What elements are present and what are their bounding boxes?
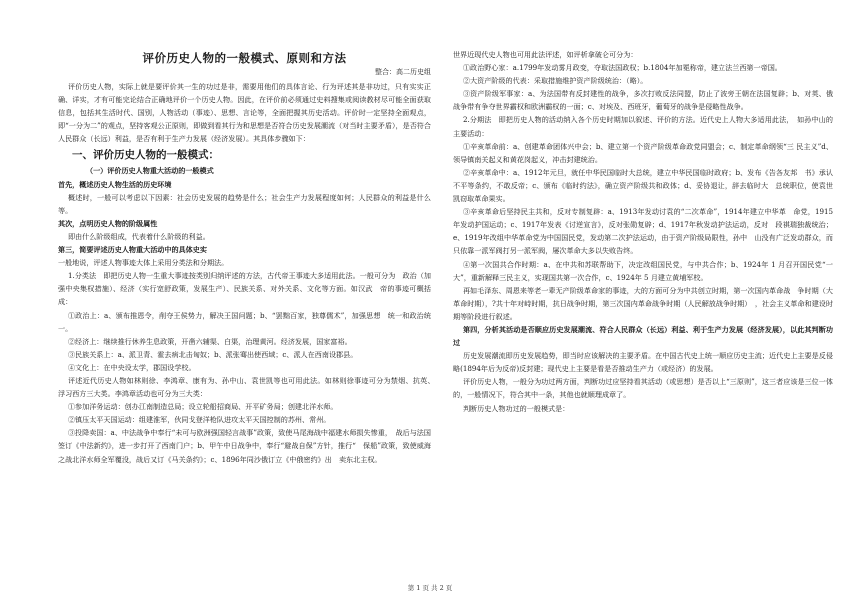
paragraph: ①辛亥革命前：a、创建革命团体兴中会；b、建立第一个资产阶级革命政党同盟会；c、制定革命纲领“三 民主义”d、领导镇南关起义和黄花岗起义，冲击封建统治。 (453, 141, 833, 164)
right-column (453, 48, 833, 415)
paragraph: ③资产阶级军事家：a、为法国带有反封建性的战争，多次打败反法同盟，防止了波旁王朝在法国复辟；b、对英、俄战争带有争夺世界霸权和欧洲霸权的一面；c、对埃及、西班牙，葡萄牙的战争是侵略性战争。 (453, 89, 833, 112)
paragraph: 1.分类法 即把历史人物一生重大事迹按类别归纳评述的方法，古代帝王事迹大多适用此法。一般可分为 政治（加强中央集权措施）、经济（实行宽舒政策，发展生产）、民族关系、对外关系、文化等方面。如汉武 帝的事迹可概括成： (58, 271, 431, 307)
paragraph: ③投降卖国：a、中法战争中奉行“未可与欧洲强国轻言战事”政策，致使马尾海战中福建水师损失惨重， 战后与法国签订《中法新约》，进一步打开了西南门户；b、甲午中日战争中，奉行“避战自保”方针，推行“ 保船”政策，致使威海之战北洋水师全军覆没，战后又订《马关条约》；c、1896年同沙俄订立《中俄密约》出 卖东北主权。 (58, 428, 431, 464)
paragraph: ③民族关系上：a、派卫青、霍去病北击匈奴；b、派张骞出使西域；c、派人在西南设郡县。 (67, 349, 358, 359)
paragraph: 历史发展潮流即历史发展趋势，即当时应该解决的主要矛盾。在中国古代史上统一顺应历史主流；近代史上主要是反侵略(1894年后为反帝)反封建；现代史上主要是看是否推动生产力（或经济）的发展。 (453, 351, 833, 374)
section-heading: （一）评价历史人物重大活动的一般模式 (86, 166, 214, 176)
paragraph: ①参加洋务运动：创办江南制造总局；设立轮船招商局、开平矿务局；创建北洋水师。 (67, 402, 338, 412)
left-column (58, 80, 439, 466)
section-heading: 第三，简要评述历史人物重大活动中的具体史实 (58, 245, 207, 255)
paragraph: 2.分期法 即把历史人物的活动纳入各个历史时期加以叙述、评价的方法。近代史上人物大多适用此法， 如孙中山的主要活动： (453, 115, 833, 138)
paragraph: 评价历史人物，一般分为功过两方面，判断功过应坚持看其活动（或思想）是否以上“三原则”，这三者应该是三位一体的，一般情况下，符合其中一条，其他也就顺理成章了。 (453, 377, 833, 400)
paragraph: 即由什么阶级组成，代表着什么阶级的利益。 (67, 231, 210, 241)
paragraph: 一般地说，评述人物事迹大体上采用分类法和分期法。 (58, 258, 229, 268)
paragraph: 评述近代历史人物如林则徐、李鸿章、康有为、孙中山、袁世凯等也可用此法。如林则徐事迹可分为禁烟、抗英、 浮习西方三大类。李鸿章活动也可分为三大类： (58, 375, 439, 399)
document-title: 评价历史人物的一般模式、原则和方法 (142, 51, 347, 65)
paragraph: ④文化上：在中央设太学，郡国设学校。 (67, 362, 196, 372)
paragraph: ②镇压太平天国运动：组建淮军，伙同戈登洋枪队进攻太平天国控制的苏州、常州。 (67, 415, 331, 425)
paragraph: ④第一次国共合作时期：a、在中共和苏联帮助下，决定改组国民党，与中共合作；b、1924年 1 月召开国民党“一大”，重新解释三民主义，实现国共第一次合作，c、1924年 5 月建立黄埔军校。 (453, 259, 833, 282)
paragraph: 世界近现代史人物也可用此法评述，如评析拿破仑可分为： (453, 50, 638, 59)
section-heading: 首先，概述历史人物生活的历史环境 (58, 179, 172, 189)
paragraph: ②经济上：继续推行休养生息政策，开凿六辅渠、白渠，治理黄河。经济发展，国家富裕。 (67, 336, 352, 346)
page-footer: 第 1 页 共 2 页 (407, 584, 453, 592)
paragraph: ①政治上：a、颁布推恩令，削夺王侯势力，解决王国问题；b、“罢黜百家，独尊儒术”，加强思想 统一和政治统一。 (58, 310, 431, 333)
paragraph: 概述时，一般可以考虑以下因素：社会历史发展的趋势是什么；社会生产力发展程度如何；人民群众的利益是什么等。 (58, 192, 431, 215)
paragraph: 再如毛泽东、周恩来等老一辈无产阶级革命家的事迹，大的方面可分为中共创立时期，第一次国内革命战 争时期（大革命时期），?共十年对峙时期，抗日战争时期，第三次国内革命战争时期（人民解放战争时期） ，社会主义革命和建设时期等阶段进行叙述。 (453, 285, 833, 321)
paragraph: ③辛亥革命后坚持民主共和，反对专制复辟：a、1913年发动讨袁的“二次革命”，1914年建立中华革 命党，1915年发动护国运动；c、1917年发表《讨逆宣言》，反对张勋复辟；d、1917年秋发动护法运动，反对 段祺瑞独裁统治；e、1919年改组中华革命党为中国国民党，发动第二次护法运动，由于资产阶级局限性，孙中 山没有广泛发动群众，而只依靠一派军阀打另一派军阀，屡次革命大多以失败告终。 (453, 207, 833, 256)
paragraph: ②大资产阶级的代表：采取措施维护资产阶级统治：（略）。 (462, 76, 648, 86)
paragraph: 判断历史人物功过的一般模式是： (462, 403, 570, 413)
paragraph: ①政治野心家：a.1799年发动雾月政变，夺取法国政权；b.1804年加冕称帝，建立法兰西第一帝国。 (462, 63, 782, 73)
section-heading: 一、评价历史人物的一般模式： (72, 149, 219, 162)
section-heading: 其次，点明历史人物的阶级属性 (58, 218, 158, 228)
paragraph: ②辛亥革命中：a、1912年元旦，就任中华民国临时大总统，建立中华民国临时政府；b、发布《告各友邦 书》承认不平等条约，不敢反帝；c、颁布《临时约法》，确立资产阶级共和政体；d、妥协退让，辞去临时大 总统职位，使袁世凯窃取革命果实。 (453, 167, 833, 204)
paragraph: 第四，分析其活动是否顺应历史发展潮流、符合人民群众（长远）利益、利于生产力发展（经济发展），以此其判断功过 (453, 324, 833, 348)
compiler-line: 整合：高二历史组 (375, 68, 431, 76)
paragraph: 评价历史人物，实际上就是要评价其一生的功过是非，需要用他们的具体言论、行为评述其是非功过，只有实实正确、详实，才有可能完论结合正确地评价一个历史人物。因此，在评价前必须通过史料搜集或阅读教材尽可能全面获取信息，包括其生活时代、国别，人物活动（事迹）、思想、言论等，全面把握其历史活动。评价时一定坚持全面观点，即“一分为二”的观点，坚持客观公正原则，即做到看其行为和思想是否符合历史发展潮流（对当时主要矛盾），是否符合人民群众（长远）利益，是否有利于生产力发展（经济发展）。其具体步骤如下： (58, 82, 431, 144)
